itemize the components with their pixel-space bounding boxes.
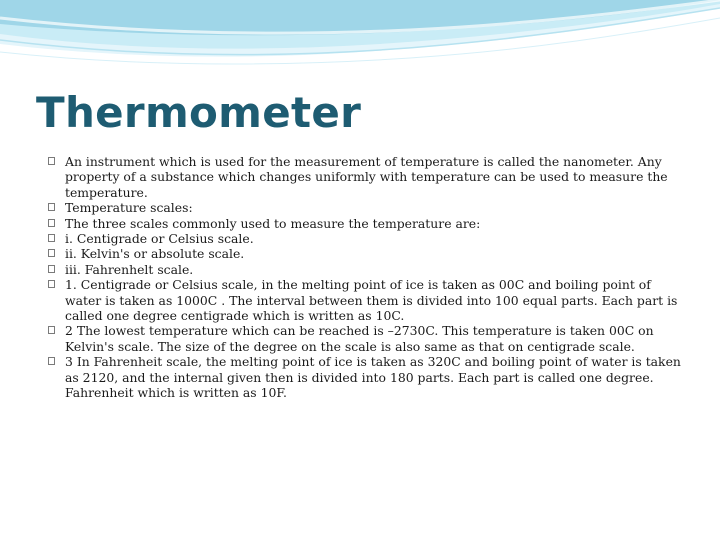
bullet-text: 2 The lowest temperature which can be reached is –2730C. This temperature is taken 00C on Kelvin's scale. The size of the degree on the scale is also same as that on centigrade scale. bbox=[65, 323, 654, 354]
bullet-item-kelvin-detail bbox=[48, 323, 684, 354]
hollow-square-bullet-icon bbox=[48, 326, 55, 334]
hollow-square-bullet-icon bbox=[48, 357, 55, 365]
bullet-list bbox=[48, 154, 684, 401]
wave-header-decoration bbox=[0, 0, 720, 95]
bullet-item-kelvin bbox=[48, 246, 684, 261]
bullet-item-definition bbox=[48, 154, 684, 200]
bullet-text: 3 In Fahrenheit scale, the melting point of ice is taken as 320C and boiling point of water is taken as 2120, and the internal given then is divided into 180 parts. Each part is called one degree. Fahrenheit which is written as 10F. bbox=[65, 354, 681, 401]
bullet-text: ii. Kelvin's or absolute scale. bbox=[65, 246, 245, 262]
bullet-text: iii. Fahrenhelt scale. bbox=[65, 261, 194, 277]
bullet-item-celsius-detail bbox=[48, 277, 684, 323]
bullet-text: 1. Centigrade or Celsius scale, in the melting point of ice is taken as 00C and boiling point of water is taken as 1000C . The interval between them is divided into 100 equal parts. Each part is called one degree centigrade which is written as 10C. bbox=[65, 277, 678, 324]
hollow-square-bullet-icon bbox=[48, 219, 55, 227]
bullet-item-fahrenheit-detail bbox=[48, 354, 684, 400]
bullet-item-celsius bbox=[48, 231, 684, 246]
bullet-text: i. Centigrade or Celsius scale. bbox=[65, 231, 254, 247]
bullet-text: Temperature scales: bbox=[65, 200, 193, 216]
bullet-text: The three scales commonly used to measure the temperature are: bbox=[65, 215, 481, 231]
bullet-item-temperature-scales bbox=[48, 200, 684, 215]
bullet-text: An instrument which is used for the measurement of temperature is called the nanometer. Any property of a substance which changes uniformly with temperature can be used to measure the temperature. bbox=[65, 154, 668, 200]
hollow-square-bullet-icon bbox=[48, 265, 55, 273]
bullet-item-fahrenheit bbox=[48, 262, 684, 277]
hollow-square-bullet-icon bbox=[48, 249, 55, 257]
hollow-square-bullet-icon bbox=[48, 280, 55, 288]
hollow-square-bullet-icon bbox=[48, 157, 55, 165]
hollow-square-bullet-icon bbox=[48, 203, 55, 211]
slide-title: Thermometer bbox=[36, 88, 362, 137]
hollow-square-bullet-icon bbox=[48, 234, 55, 242]
bullet-item-three-scales bbox=[48, 216, 684, 231]
